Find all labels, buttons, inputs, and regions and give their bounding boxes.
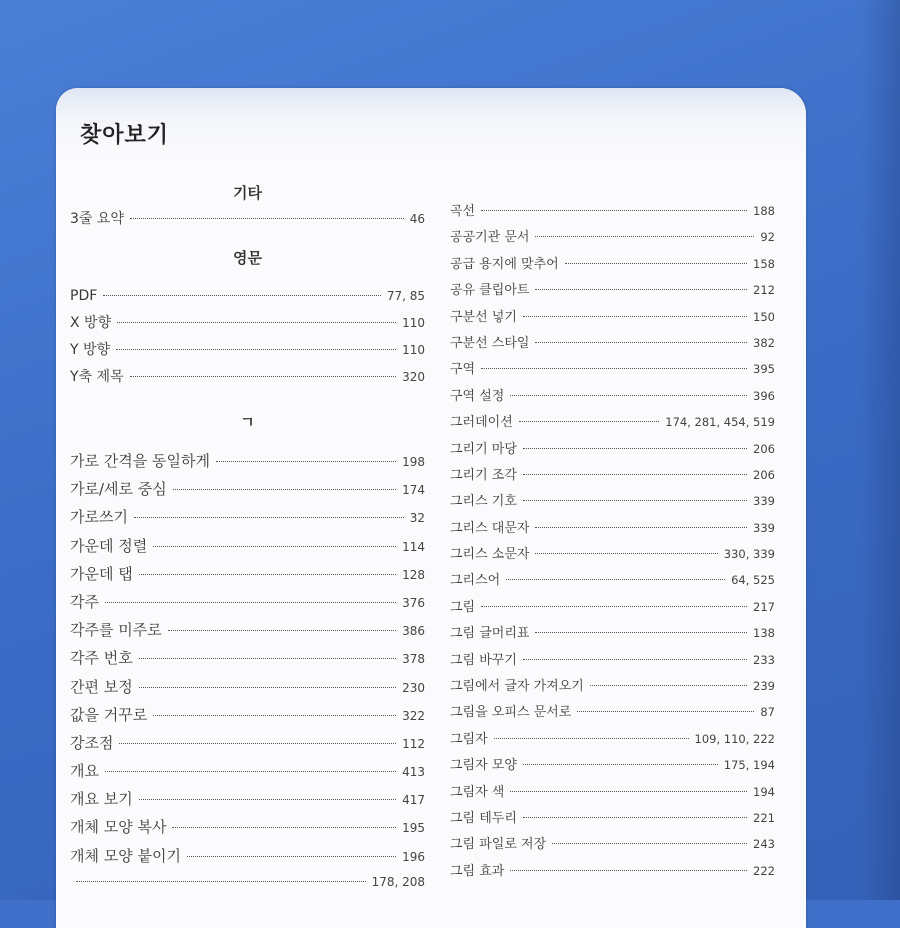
index-entry: 그림자 109, 110, 222 bbox=[450, 731, 775, 747]
index-entry: 그러데이션 174, 281, 454, 519 bbox=[450, 415, 775, 431]
index-entry: 가로/세로 중심 174 bbox=[70, 480, 425, 499]
index-entry: 구역 395 bbox=[450, 362, 775, 378]
index-entry: 그리기 조각 206 bbox=[450, 467, 775, 483]
index-entry: 그리기 마당 206 bbox=[450, 441, 775, 457]
index-column-left-tail bbox=[70, 868, 425, 896]
index-entry: 그림에서 글자 가져오기 239 bbox=[450, 679, 775, 695]
section-heading-eng: 영문 bbox=[233, 249, 262, 267]
index-entry: X 방향 110 bbox=[70, 315, 425, 331]
index-entry: 공유 클립아트 212 bbox=[450, 283, 775, 299]
index-entry: 각주 376 bbox=[70, 592, 425, 611]
index-entry: 곡선 188 bbox=[450, 204, 775, 219]
index-entry: 간편 보정 230 bbox=[70, 677, 425, 696]
index-entry: Y 방향 110 bbox=[70, 342, 425, 358]
index-entry: 그림 파일로 저장 243 bbox=[450, 837, 775, 853]
index-entry: 각주 번호 378 bbox=[70, 649, 425, 668]
index-entry: 개요 413 bbox=[70, 762, 425, 781]
index-entry: 개체 모양 붙이기 196 bbox=[70, 846, 425, 865]
index-entry: 가로 간격을 동일하게 198 bbox=[70, 452, 425, 470]
page-edge-shadow bbox=[860, 0, 900, 900]
index-entry: 개요 보기 417 bbox=[70, 790, 425, 809]
index-entry: PDF 77, 85 bbox=[70, 288, 425, 304]
index-entry: 각주를 미주로 386 bbox=[70, 621, 425, 640]
index-entry: 그림 테두리 221 bbox=[450, 810, 775, 826]
index-entry: 개체 모양 복사 195 bbox=[70, 818, 425, 837]
index-entry: 가로쓰기 32 bbox=[70, 508, 425, 527]
index-entry: 그리스어 64, 525 bbox=[450, 573, 775, 589]
index-column-left bbox=[70, 180, 425, 870]
index-entry: 구분선 스타일 382 bbox=[450, 335, 775, 351]
index-entry: 그리스 기호 339 bbox=[450, 494, 775, 510]
index-entry: 그림 효과 222 bbox=[450, 863, 775, 879]
index-column-right bbox=[450, 198, 775, 884]
section-heading-giyeok: ㄱ bbox=[240, 413, 255, 431]
index-entry: 3줄 요약 46 bbox=[70, 211, 425, 227]
index-entry: 그림자 색 194 bbox=[450, 784, 775, 800]
index-entry: 구역 설정 396 bbox=[450, 388, 775, 404]
index-entry: 구분선 넣기 150 bbox=[450, 309, 775, 325]
index-entry: 그리스 대문자 339 bbox=[450, 520, 775, 536]
index-entry: Y축 제목 320 bbox=[70, 369, 425, 385]
index-entry: 그림자 모양 175, 194 bbox=[450, 758, 775, 774]
index-entry: 그림 217 bbox=[450, 599, 775, 615]
index-entry: 그림 글머리표 138 bbox=[450, 626, 775, 642]
section-heading-etc: 기타 bbox=[233, 184, 262, 202]
index-entry: 178, 208 bbox=[70, 868, 425, 896]
index-entry: 공급 용지에 맞추어 158 bbox=[450, 256, 775, 272]
index-entry: 가운데 정렬 114 bbox=[70, 536, 425, 555]
page-title: 찾아보기 bbox=[80, 123, 170, 148]
index-entry: 값을 거꾸로 322 bbox=[70, 705, 425, 724]
index-entry: 강조점 112 bbox=[70, 733, 425, 752]
index-entry: 가운데 탭 128 bbox=[70, 564, 425, 583]
index-entry: 그림을 오피스 문서로 87 bbox=[450, 705, 775, 721]
index-entry: 그림 바꾸기 233 bbox=[450, 652, 775, 668]
index-entry: 그리스 소문자 330, 339 bbox=[450, 547, 775, 563]
index-entry: 공공기관 문서 92 bbox=[450, 230, 775, 246]
